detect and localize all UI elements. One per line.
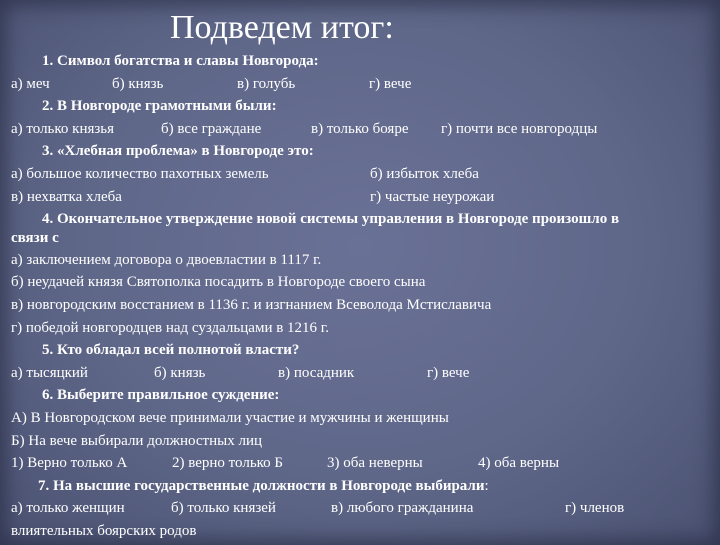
option: г) почти все новгородцы [441,120,598,137]
question-5-text: 5. Кто обладал всей полнотой власти? [42,342,300,359]
question-4-text: 4. Окончательное утверждение новой системы управления в Новгороде произошло в [42,211,620,228]
question-1-text: 1. Символ богатства и славы Новгорода: [42,53,319,69]
option: а) тысяцкий [11,364,88,381]
option: г) частые неурожаи [370,188,495,205]
option: в) только бояре [311,120,409,137]
option: 4) оба верны [478,455,560,472]
option: а) большое количество пахотных земель [11,165,269,182]
question-6 [11,384,713,407]
option: в) новгородским восстанием в 1136 г. и изгнанием Всеволода Мстиславича [11,296,492,313]
question-4-option-b [11,271,713,294]
option: в) нехватка хлеба [11,188,122,205]
quiz-content [11,50,713,542]
option: в) голубь [237,75,296,92]
option: б) неудачей князя Святополка посадить в Новгороде своего сына [11,274,426,291]
question-4-option-d [11,317,713,340]
question-3-options-row-2 [11,186,713,209]
question-7-bold: 7. На высшие государственные должности в Новгороде выбирали [38,477,485,494]
option: б) избыток хлеба [370,165,479,182]
option: в) любого гражданина [331,500,474,517]
question-2 [11,95,713,118]
question-7-tail: : [484,477,489,494]
question-4-option-a [11,249,713,272]
question-1-options [11,73,713,96]
statement: Б) На вече выбирали должностных лиц [11,432,262,449]
option: 3) оба неверны [327,455,423,472]
question-3-text: 3. «Хлебная проблема» в Новгороде это: [42,143,314,160]
option: б) князь [154,364,206,381]
question-5 [11,339,713,362]
question-6-statement-b [11,430,713,453]
option: а) только женщин [11,500,125,517]
question-3 [11,140,713,163]
slide-title: Подведем итог: [170,9,394,46]
question-6-options [11,452,713,475]
question-6-statement-a [11,407,713,430]
question-2-options [11,118,713,141]
question-7-text [38,475,489,497]
question-5-options [11,362,713,385]
question-4-line-1 [11,208,713,231]
question-4-text-continuation: связи с [11,229,59,246]
option: 1) Верно только А [11,455,128,472]
option: б) все граждане [161,120,262,137]
question-4-line-2 [11,231,713,249]
question-7-continuation [11,520,713,543]
question-2-text: 2. В Новгороде грамотными были: [42,98,277,115]
question-4-option-c [11,294,713,317]
option: а) заключением договора о двоевластии в 1117 г. [11,251,322,268]
option: б) только князей [171,500,276,517]
question-1 [11,50,713,73]
option: г) вече [427,364,470,381]
option: г) победой новгородцев над суздальцами в 1216 г. [11,319,330,336]
option: б) князь [112,75,164,92]
option: 2) верно только Б [172,455,284,472]
option: в) посадник [278,364,355,381]
option: а) меч [11,75,50,92]
option: г) членов [565,500,625,517]
option: а) только князья [11,120,115,137]
option: г) вече [369,75,412,92]
option-continuation: влиятельных боярских родов [11,522,197,539]
question-7 [11,475,713,498]
question-3-options-row-1 [11,163,713,186]
question-6-text: 6. Выберите правильное суждение: [42,387,280,404]
statement: А) В Новгородском вече принимали участие и мужчины и женщины [11,409,449,426]
question-7-options [11,497,713,520]
